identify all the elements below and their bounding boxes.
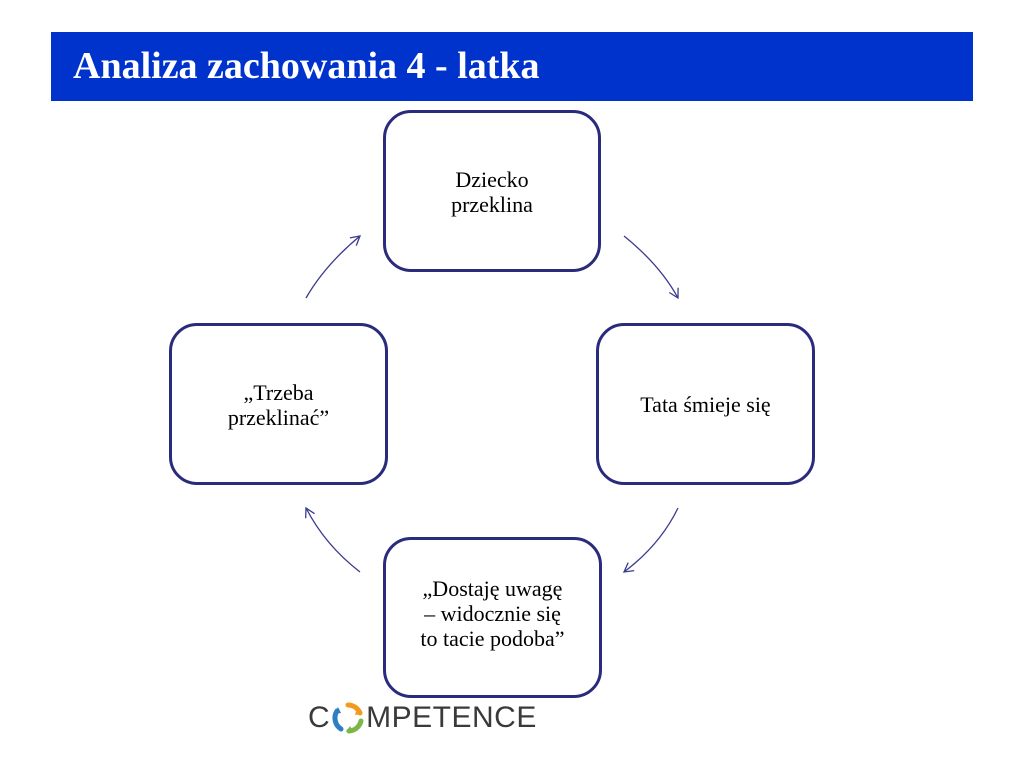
recycle-arrows-icon xyxy=(331,701,365,735)
node-label: Tata śmieje się xyxy=(640,391,771,417)
competence-logo xyxy=(308,698,537,738)
node-label: „Dostaję uwagę – widocznie się to tacie podoba” xyxy=(420,576,565,651)
node-label: „Trzeba przeklinać” xyxy=(227,380,330,430)
cycle-node-dad-laughs xyxy=(596,323,815,485)
logo-suffix: MPETENCE xyxy=(366,701,537,734)
cycle-node-gets-attention xyxy=(383,537,602,698)
arrow-right-to-bottom xyxy=(624,508,678,572)
title-bar xyxy=(51,32,973,101)
arrow-top-to-right xyxy=(624,236,678,298)
cycle-node-need-to-swear xyxy=(169,323,388,485)
arrow-left-to-top xyxy=(306,236,360,298)
logo-prefix: C xyxy=(308,701,331,734)
arrow-bottom-to-left xyxy=(306,508,360,572)
page-title: Analiza zachowania 4 - latka xyxy=(73,45,540,87)
cycle-node-child-swears xyxy=(383,110,601,272)
node-label: Dziecko przeklina xyxy=(451,167,533,217)
